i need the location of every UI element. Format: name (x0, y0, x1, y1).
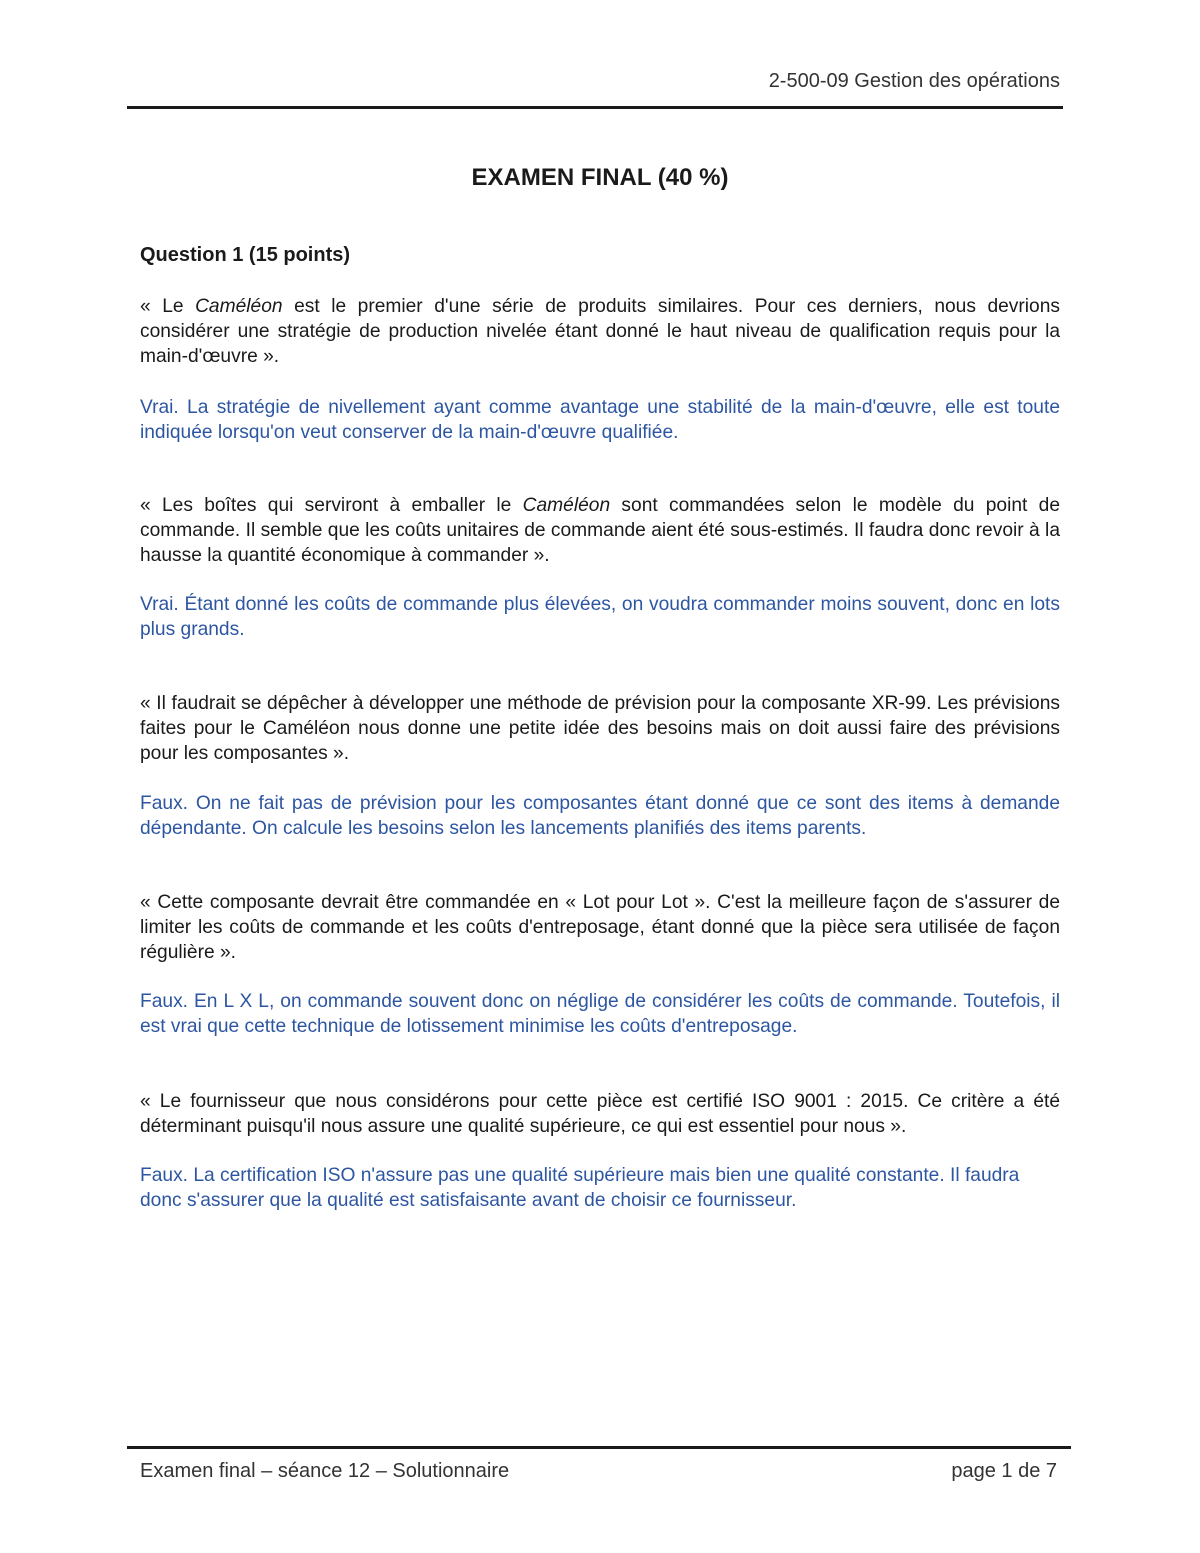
question-heading: Question 1 (15 points) (140, 244, 351, 266)
product-name: Caméléon (195, 296, 283, 317)
footer-document-title: Examen final – séance 12 – Solutionnaire (140, 1460, 510, 1482)
statement-5 (140, 1090, 1060, 1140)
answer-2: Vrai. Étant donné les coûts de commande plus élevées, on voudra commander moins souvent, donc en lots plus grands. (140, 594, 1060, 640)
statement-1 (140, 295, 1060, 369)
statement-3 (140, 692, 1060, 766)
page-number: page 1 de 7 (951, 1460, 1057, 1482)
statement-text: « Le (140, 296, 196, 317)
course-header: 2-500-09 Gestion des opérations (768, 70, 1060, 92)
page-title: EXAMEN FINAL (40 %) (471, 164, 729, 191)
footer-divider (127, 1446, 1071, 1449)
answer-3: Faux. On ne fait pas de prévision pour les composantes étant donné que ce sont des items à demande dépendante. On calcule les besoins selon les lancements planifiés des items parents. (140, 793, 1060, 839)
statement-text: « Il faudrait se dépêcher à développer une méthode de prévision pour la composante XR-99. Les prévisions faites pour le Caméléon nous donne une petite idée des besoins mais on doit aussi faire des prévisions pour les composantes ». (140, 693, 1060, 764)
statement-text: « Cette composante devrait être commandée en « Lot pour Lot ». C'est la meilleure façon de s'assurer de limiter les coûts de commande et les coûts d'entreposage, étant donné que la pièce sera utilisée de façon régulière ». (140, 892, 1060, 963)
answer-5: Faux. La certification ISO n'assure pas une qualité supérieure mais bien une qualité constante. Il faudra donc s'assurer que la qualité est satisfaisante avant de choisir ce fournisseur. (140, 1165, 1020, 1211)
statement-text: « Le fournisseur que nous considérons pour cette pièce est certifié ISO 9001 : 2015. Ce critère a été déterminant puisqu'il nous assure une qualité supérieure, ce qui est essentiel pour nous ». (140, 1091, 1060, 1137)
header-divider (127, 106, 1063, 109)
answer-4: Faux. En L X L, on commande souvent donc on néglige de considérer les coûts de commande. Toutefois, il est vrai que cette technique de lotissement minimise les coûts d'entreposage. (140, 991, 1060, 1037)
product-name: Caméléon (522, 495, 611, 516)
answer-1: Vrai. La stratégie de nivellement ayant comme avantage une stabilité de la main-d'œuvre, elle est toute indiquée lorsqu'on veut conserver de la main-d'œuvre qualifiée. (140, 397, 1060, 443)
statement-4 (140, 891, 1060, 965)
statement-text: « Les boîtes qui serviront à emballer le (140, 495, 523, 516)
statement-text: est le premier d'une série de produits similaires. Pour ces derniers, nous devrions considérer une stratégie de production nivelée étant donné le haut niveau de qualification requis pour la main-d'œuvre ». (140, 296, 1060, 367)
statement-text: sont commandées selon le modèle du point de commande. Il semble que les coûts unitaires de commande aient été sous-estimés. Il faudra donc revoir à la hausse la quantité économique à commander ». (140, 495, 1060, 566)
statement-2 (140, 494, 1060, 568)
